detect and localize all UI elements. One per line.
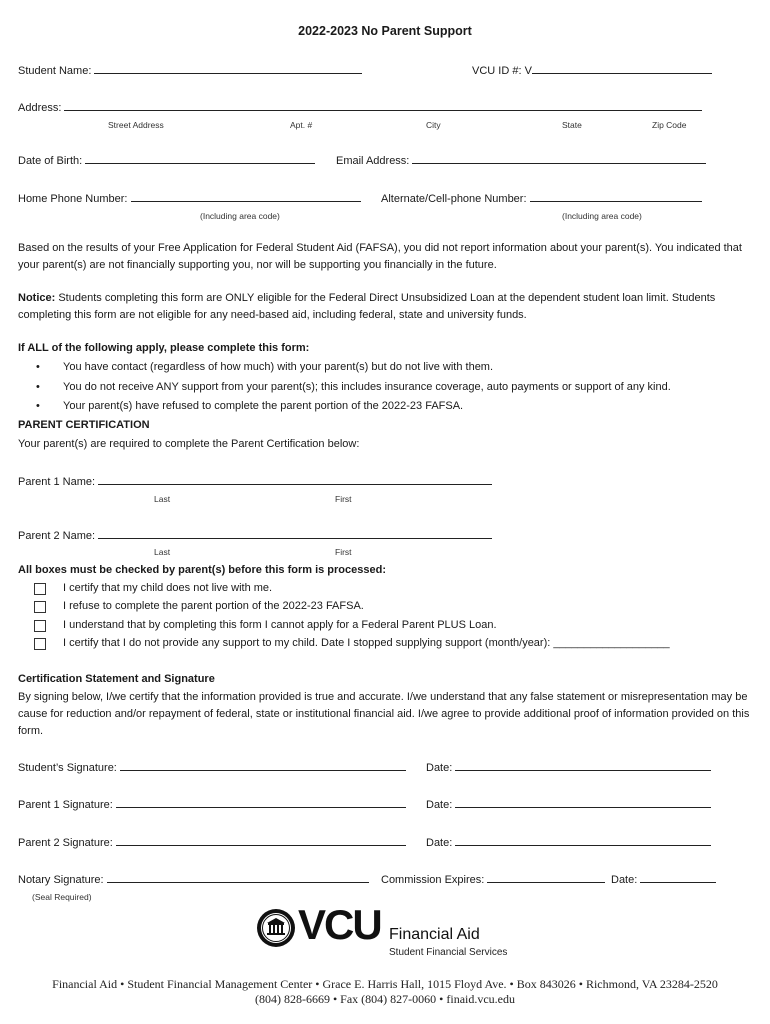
parent1-first-caption: First — [335, 494, 352, 504]
page-title: 2022-2023 No Parent Support — [298, 24, 472, 38]
dob-label: Date of Birth: — [18, 155, 83, 167]
date-label: Date: — [426, 799, 453, 811]
parent1-last-caption: Last — [154, 494, 171, 504]
commission-field[interactable] — [487, 873, 605, 883]
alt-phone-row — [381, 192, 702, 205]
student-name-row — [18, 64, 362, 77]
parent2-name-row — [18, 529, 492, 542]
parent2-last-caption: Last — [154, 547, 171, 557]
home-phone-row — [18, 192, 361, 205]
parent2-signature-row — [18, 836, 406, 849]
checkbox-label: I certify that I do not provide any support to my child. Date I stopped supplying support (month/year): ___________________ — [63, 637, 670, 649]
list-item: • You do not receive ANY support from your parent(s); this includes insurance coverage, auto payments or support of any kind. — [40, 381, 671, 393]
address-label: Address: — [18, 102, 62, 114]
footer-contact: (804) 828-6669 • Fax (804) 827-0060 • finaid.vcu.edu — [254, 992, 516, 1006]
alt-phone-field[interactable] — [530, 192, 702, 202]
alt-area-code-note: (Including area code) — [562, 211, 642, 221]
home-phone-label: Home Phone Number: — [18, 193, 128, 205]
seal-required-note: (Seal Required) — [32, 892, 92, 902]
student-signature-field[interactable] — [120, 761, 406, 771]
financial-aid-logo-text: Financial Aid — [389, 926, 480, 943]
parent2-name-label: Parent 2 Name: — [18, 530, 96, 542]
student-date-field[interactable] — [455, 761, 711, 771]
email-label: Email Address: — [336, 155, 410, 167]
parent2-signature-label: Parent 2 Signature: — [18, 837, 113, 849]
checkbox-heading: All boxes must be checked by parent(s) before this form is processed: — [18, 564, 386, 576]
date-label: Date: — [426, 762, 453, 774]
vcu-id-row — [472, 64, 712, 77]
student-signature-label: Student’s Signature: — [18, 762, 117, 774]
notary-date-row — [611, 873, 716, 886]
address-field[interactable] — [64, 101, 702, 111]
parent2-name-field[interactable] — [98, 529, 492, 539]
parent1-date-row — [426, 798, 711, 811]
checkbox-label: I refuse to complete the parent portion of the 2022-23 FAFSA. — [63, 600, 364, 612]
vcu-id-field[interactable] — [532, 64, 712, 74]
notary-signature-label: Notary Signature: — [18, 874, 104, 886]
apt-caption: Apt. # — [290, 120, 313, 130]
notice-text: Students completing this form are ONLY eligible for the Federal Direct Unsubsidized Loan at the dependent student loan limit. Students completing this form are not eligible for any need-based aid, including federal, state and university funds. — [18, 292, 716, 321]
parent-cert-text: Your parent(s) are required to complete the Parent Certification below: — [18, 438, 360, 450]
notice-label: Notice: — [18, 292, 56, 304]
parent1-signature-field[interactable] — [116, 798, 406, 808]
notary-signature-row — [18, 873, 369, 886]
student-signature-row — [18, 761, 406, 774]
refuse-fafsa-checkbox[interactable] — [34, 601, 46, 613]
commission-label: Commission Expires: — [381, 874, 485, 886]
home-area-code-note: (Including area code) — [200, 211, 280, 221]
notice-paragraph — [18, 290, 753, 324]
vcu-logo — [256, 901, 526, 960]
student-name-field[interactable] — [94, 64, 362, 74]
apply-heading: If ALL of the following apply, please complete this form: — [18, 342, 310, 354]
list-item: • You have contact (regardless of how much) with your parent(s) but do not live with them. — [40, 361, 493, 373]
certification-heading: Certification Statement and Signature — [18, 673, 215, 685]
student-name-label: Student Name: — [18, 65, 92, 77]
parent1-name-field[interactable] — [98, 475, 492, 485]
parent1-signature-label: Parent 1 Signature: — [18, 799, 113, 811]
no-support-checkbox[interactable] — [34, 638, 46, 650]
commission-row — [381, 873, 605, 886]
date-label: Date: — [611, 874, 638, 886]
parent2-first-caption: First — [335, 547, 352, 557]
parent-cert-heading: PARENT CERTIFICATION — [18, 419, 150, 431]
email-row — [336, 154, 706, 167]
notary-signature-field[interactable] — [107, 873, 369, 883]
student-date-row — [426, 761, 711, 774]
parent2-date-field[interactable] — [455, 836, 711, 846]
checkbox-label: I certify that my child does not live with me. — [63, 582, 273, 594]
address-row — [18, 101, 702, 114]
street-caption: Street Address — [108, 120, 164, 130]
footer-address: Financial Aid • Student Financial Management Center • Grace E. Harris Hall, 1015 Floyd Ave. • Box 843026 • Richmond, VA 23284-2520 — [52, 977, 718, 991]
no-plus-loan-checkbox[interactable] — [34, 620, 46, 632]
vcu-wordmark: VCU — [298, 901, 381, 948]
parent2-date-row — [426, 836, 711, 849]
email-field[interactable] — [412, 154, 706, 164]
home-phone-field[interactable] — [131, 192, 361, 202]
parent2-signature-field[interactable] — [116, 836, 406, 846]
dob-field[interactable] — [85, 154, 315, 164]
list-item: • Your parent(s) have refused to complete the parent portion of the 2022-23 FAFSA. — [40, 400, 463, 412]
checkbox-label: I understand that by completing this form I cannot apply for a Federal Parent PLUS Loan. — [63, 619, 497, 631]
alt-phone-label: Alternate/Cell-phone Number: — [381, 193, 527, 205]
certification-paragraph: By signing below, I/we certify that the information provided is true and accurate. I/we understand that any false statement or misrepresentation may be cause for reduction and/or repayment of federal, state or institutional financial aid. I/we agree to provide additional proof of information provided on this form. — [18, 691, 750, 737]
state-caption: State — [562, 120, 582, 130]
dob-row — [18, 154, 315, 167]
notary-date-field[interactable] — [640, 873, 716, 883]
vcu-id-label: VCU ID #: V — [472, 65, 532, 77]
zip-caption: Zip Code — [652, 120, 687, 130]
certify-not-living-checkbox[interactable] — [34, 583, 46, 595]
student-financial-services-text: Student Financial Services — [389, 947, 508, 958]
intro-paragraph: Based on the results of your Free Application for Federal Student Aid (FAFSA), you did not report information about your parent(s). You indicated that your parent(s) are not financially supporting you, nor will be supporting you financially in the future. — [18, 242, 742, 271]
parent1-signature-row — [18, 798, 406, 811]
date-label: Date: — [426, 837, 453, 849]
parent1-name-label: Parent 1 Name: — [18, 476, 96, 488]
vcu-seal-icon — [256, 908, 296, 948]
city-caption: City — [426, 120, 441, 130]
parent1-name-row — [18, 475, 492, 488]
parent1-date-field[interactable] — [455, 798, 711, 808]
